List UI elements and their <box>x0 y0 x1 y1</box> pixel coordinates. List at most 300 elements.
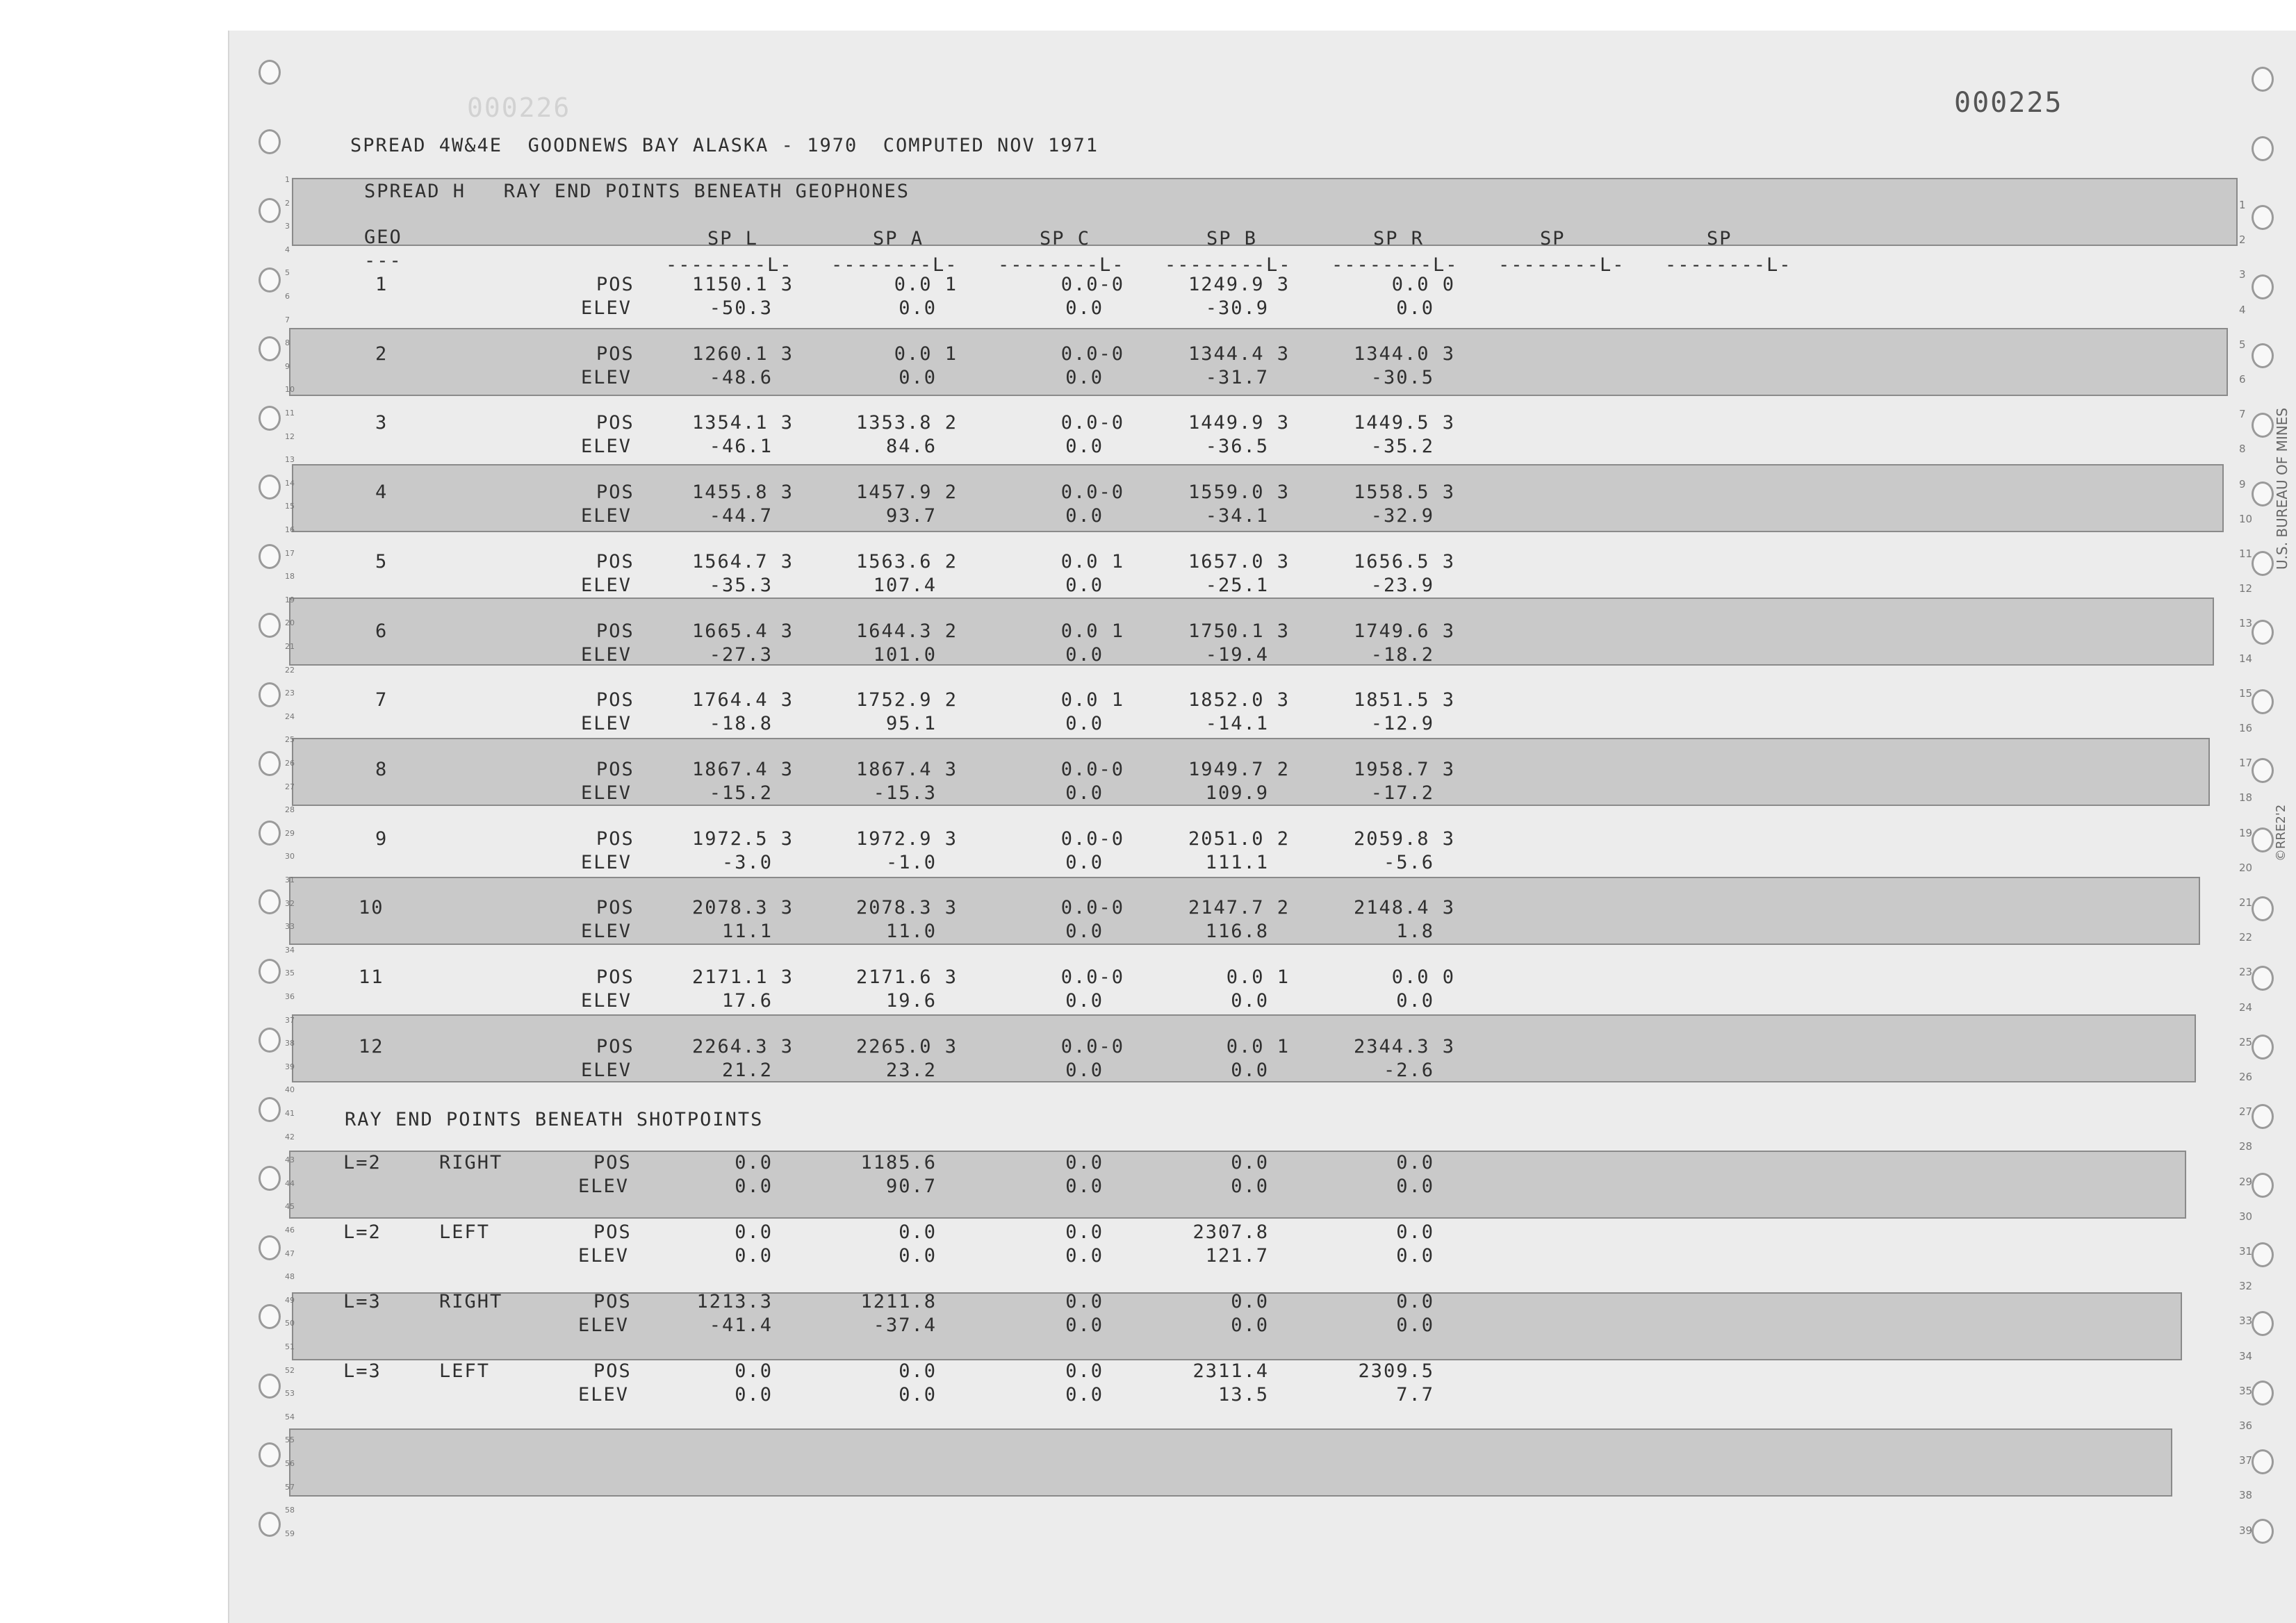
elev-value: 0.0 <box>899 1245 937 1267</box>
feed-hole <box>2252 67 2274 92</box>
line-number: 49 <box>285 1295 295 1305</box>
column-dash: --------L- <box>666 254 793 276</box>
line-number: 9 <box>285 361 290 371</box>
pos-value: 1260.1 3 <box>691 343 794 365</box>
pos-value: 1249.9 3 <box>1188 274 1290 295</box>
margin-number: 7 <box>2239 408 2246 421</box>
feed-hole <box>259 821 281 846</box>
pos-value: 1752.9 2 <box>855 689 958 711</box>
margin-number: 15 <box>2239 686 2253 700</box>
column-dash: --------L- <box>1498 254 1625 276</box>
pos-value: 2171.1 3 <box>691 966 794 988</box>
margin-number: 10 <box>2239 512 2253 525</box>
column-header: SP A <box>873 228 924 249</box>
line-number: 28 <box>285 805 295 815</box>
pos-value: 0.0-0 <box>1060 966 1124 988</box>
pos-value: 0.0-0 <box>1060 481 1124 504</box>
elev-value: -12.9 <box>1370 713 1434 735</box>
pos-value: 1958.7 3 <box>1353 758 1455 780</box>
elev-value: 0.0 <box>1396 1245 1434 1267</box>
elev-value: 107.4 <box>873 574 937 596</box>
feed-hole <box>259 613 281 638</box>
elev-value: 7.7 <box>1396 1384 1434 1406</box>
feed-hole <box>259 1166 281 1191</box>
elev-value: 0.0 <box>1231 1059 1269 1081</box>
pos-label: POS <box>596 550 634 572</box>
margin-number: 14 <box>2239 652 2253 665</box>
pos-label: POS <box>593 1291 632 1312</box>
elev-value: 0.0 <box>899 297 937 319</box>
column-header: SP R <box>1373 228 1425 249</box>
elev-value: -5.6 <box>1383 851 1434 873</box>
elev-label: ELEV <box>578 1384 630 1406</box>
elev-label: ELEV <box>581 782 632 804</box>
line-number: 43 <box>285 1155 295 1165</box>
elev-value: 0.0 <box>1231 990 1269 1012</box>
pos-value: 1750.1 3 <box>1188 620 1290 642</box>
column-dash: --------L- <box>1665 254 1792 276</box>
pos-value: 1353.8 2 <box>855 412 958 434</box>
margin-number: 16 <box>2239 722 2253 734</box>
elev-value: 11.0 <box>885 921 937 943</box>
elev-value: 11.1 <box>721 921 773 943</box>
feed-hole <box>2252 1381 2274 1406</box>
elev-value: -48.6 <box>709 366 773 388</box>
elev-value: 0.0 <box>1231 1176 1269 1197</box>
line-number: 30 <box>285 852 295 862</box>
pos-label: POS <box>593 1221 632 1243</box>
margin-number: 31 <box>2239 1245 2253 1258</box>
pos-value: 0.0 <box>1065 1360 1104 1382</box>
margin-number: 30 <box>2239 1210 2253 1223</box>
shotpoint-title: RAY END POINTS BENEATH SHOTPOINTS <box>345 1109 764 1130</box>
margin-number: 5 <box>2239 338 2246 351</box>
elev-value: 0.0 <box>735 1384 773 1406</box>
pos-value: 1867.4 3 <box>691 758 794 780</box>
elev-value: -44.7 <box>709 505 773 527</box>
feed-hole <box>2252 689 2274 714</box>
margin-number: 33 <box>2239 1315 2253 1328</box>
elev-value: 121.7 <box>1205 1245 1269 1267</box>
pos-value: 0.0 <box>899 1221 937 1243</box>
geophone-number: 4 <box>375 481 388 504</box>
pos-value: 0.0 <box>1231 1152 1269 1173</box>
pos-value: 2344.3 3 <box>1353 1035 1455 1057</box>
elev-value: 0.0 <box>1396 1315 1434 1336</box>
pos-label: POS <box>596 412 634 434</box>
feed-hole <box>259 1028 281 1053</box>
elev-value: 0.0 <box>1065 851 1104 873</box>
line-number: 44 <box>285 1178 295 1188</box>
elev-value: 0.0 <box>899 366 937 388</box>
column-header: SP L <box>707 228 759 249</box>
elev-label: ELEV <box>581 297 632 319</box>
line-number: 58 <box>285 1506 295 1515</box>
pos-value: 0.0 1 <box>894 274 958 295</box>
line-number: 3 <box>285 222 290 231</box>
line-number: 26 <box>285 759 295 768</box>
pos-value: 1657.0 3 <box>1188 550 1290 572</box>
margin-number: 39 <box>2239 1524 2253 1537</box>
feed-hole <box>259 129 281 154</box>
pos-value: 1665.4 3 <box>691 620 794 642</box>
column-header: SP <box>1540 228 1566 249</box>
elev-value: -37.4 <box>873 1315 937 1336</box>
feed-hole <box>2252 966 2274 991</box>
feed-hole <box>259 267 281 293</box>
margin-number: 21 <box>2239 896 2253 909</box>
geophone-number: 7 <box>375 689 388 711</box>
geophone-number: 3 <box>375 412 388 434</box>
pos-value: 2265.0 3 <box>855 1035 958 1057</box>
pos-value: 1213.3 <box>696 1291 773 1312</box>
line-number: 12 <box>285 431 295 441</box>
pos-value: 0.0-0 <box>1060 412 1124 434</box>
line-number: 20 <box>285 618 295 628</box>
column-dash: --------L- <box>1331 254 1459 276</box>
feed-hole <box>259 889 281 914</box>
pos-value: 2078.3 3 <box>855 897 958 919</box>
shotpoint-l: L=2 <box>343 1221 382 1243</box>
feed-hole <box>259 1512 281 1537</box>
pos-value: 1852.0 3 <box>1188 689 1290 711</box>
elev-value: 101.0 <box>873 643 937 666</box>
pos-value: 1851.5 3 <box>1353 689 1455 711</box>
shotpoint-side: LEFT <box>439 1221 491 1243</box>
line-number: 25 <box>285 735 295 745</box>
elev-value: 116.8 <box>1205 921 1269 943</box>
elev-value: -32.9 <box>1370 505 1434 527</box>
elev-value: 0.0 <box>1396 990 1434 1012</box>
elev-value: 0.0 <box>1065 1315 1104 1336</box>
geophone-number: 1 <box>375 274 388 295</box>
column-header: SP C <box>1040 228 1091 249</box>
pos-value: 0.0 <box>1396 1221 1434 1243</box>
line-number: 27 <box>285 782 295 791</box>
feed-hole <box>259 336 281 361</box>
line-number: 2 <box>285 198 290 208</box>
margin-number: 9 <box>2239 477 2246 491</box>
elev-value: 23.2 <box>885 1059 937 1081</box>
elev-value: 0.0 <box>1065 782 1104 804</box>
elev-value: -15.2 <box>709 782 773 804</box>
margin-number: 19 <box>2239 826 2253 839</box>
pos-value: 0.0 <box>1065 1152 1104 1173</box>
elev-value: 0.0 <box>1065 1384 1104 1406</box>
elev-value: -35.2 <box>1370 436 1434 458</box>
pos-value: 0.0 <box>899 1360 937 1382</box>
elev-value: -31.7 <box>1205 366 1269 388</box>
pos-value: 1972.9 3 <box>855 827 958 850</box>
elev-label: ELEV <box>581 851 632 873</box>
elev-value: 0.0 <box>1065 921 1104 943</box>
elev-value: 19.6 <box>885 990 937 1012</box>
line-number: 19 <box>285 595 295 604</box>
margin-number: 27 <box>2239 1105 2253 1119</box>
line-number: 41 <box>285 1109 295 1118</box>
elev-value: -36.5 <box>1205 436 1269 458</box>
feed-hole <box>2252 136 2274 161</box>
elev-value: -15.3 <box>873 782 937 804</box>
feed-hole <box>259 198 281 223</box>
elev-value: -41.4 <box>709 1315 773 1336</box>
pos-value: 1559.0 3 <box>1188 481 1290 504</box>
pos-value: 0.0 0 <box>1391 274 1455 295</box>
feed-hole <box>259 406 281 431</box>
pos-label: POS <box>596 689 634 711</box>
elev-label: ELEV <box>581 921 632 943</box>
elev-value: -2.6 <box>1383 1059 1434 1081</box>
column-header: SP <box>1707 228 1732 249</box>
elev-value: 0.0 <box>735 1176 773 1197</box>
line-number: 1 <box>285 175 290 184</box>
elev-value: 0.0 <box>735 1245 773 1267</box>
shotpoint-side: LEFT <box>439 1360 491 1382</box>
margin-number: 13 <box>2239 617 2253 630</box>
line-number: 23 <box>285 689 295 698</box>
pos-label: POS <box>596 274 634 295</box>
feed-hole <box>2252 1311 2274 1336</box>
feed-hole <box>259 544 281 569</box>
pos-label: POS <box>596 1035 634 1057</box>
report-title: SPREAD 4W&4E GOODNEWS BAY ALASKA - 1970 COMPUTED NOV 1971 <box>350 135 1099 156</box>
pos-label: POS <box>596 481 634 504</box>
pos-value: 1656.5 3 <box>1353 550 1455 572</box>
line-number: 11 <box>285 409 295 418</box>
geophone-number: 6 <box>375 620 388 642</box>
shotpoint-side: RIGHT <box>439 1152 503 1173</box>
feed-hole <box>2252 1104 2274 1129</box>
line-number: 24 <box>285 711 295 721</box>
elev-value: 0.0 <box>1065 713 1104 735</box>
elev-value: 0.0 <box>1065 505 1104 527</box>
line-number: 59 <box>285 1529 295 1538</box>
elev-label: ELEV <box>581 1059 632 1081</box>
geophone-number: 12 <box>359 1035 384 1057</box>
feed-hole <box>2252 1519 2274 1544</box>
pos-value: 2148.4 3 <box>1353 897 1455 919</box>
feed-hole <box>259 959 281 984</box>
feed-hole <box>259 1097 281 1122</box>
shaded-band <box>289 1428 2172 1497</box>
pos-value: 1564.7 3 <box>691 550 794 572</box>
margin-number: 24 <box>2239 1000 2253 1014</box>
elev-value: 0.0 <box>1065 574 1104 596</box>
feed-hole <box>2252 274 2274 299</box>
feed-hole <box>259 475 281 500</box>
margin-number: 23 <box>2239 966 2253 979</box>
pos-value: 2171.6 3 <box>855 966 958 988</box>
line-number: 7 <box>285 315 290 324</box>
geo-header: GEO <box>364 226 402 248</box>
column-dash: --------L- <box>831 254 958 276</box>
geophone-number: 10 <box>359 897 384 919</box>
feed-hole <box>2252 551 2274 576</box>
elev-value: -46.1 <box>709 436 773 458</box>
elev-value: 0.0 <box>1396 1176 1434 1197</box>
line-number: 4 <box>285 245 290 254</box>
margin-number: 32 <box>2239 1280 2253 1293</box>
feed-hole <box>259 1374 281 1399</box>
feed-hole <box>259 1304 281 1329</box>
pos-value: 0.0-0 <box>1060 1035 1124 1057</box>
pos-value: 1449.5 3 <box>1353 412 1455 434</box>
line-number: 42 <box>285 1132 295 1142</box>
pos-value: 0.0 <box>1396 1291 1434 1312</box>
margin-label: U.S. BUREAU OF MINES <box>2274 407 2290 570</box>
line-number: 14 <box>285 478 295 488</box>
margin-number: 37 <box>2239 1454 2253 1467</box>
pos-value: 1867.4 3 <box>855 758 958 780</box>
pos-label: POS <box>596 758 634 780</box>
geophone-number: 9 <box>375 827 388 850</box>
pos-label: POS <box>596 343 634 365</box>
pos-value: 0.0-0 <box>1060 343 1124 365</box>
document-number: 000225 <box>1954 87 2063 119</box>
margin-number: 12 <box>2239 582 2253 595</box>
elev-label: ELEV <box>578 1315 630 1336</box>
document-number-faint: 000226 <box>467 92 571 123</box>
pos-value: 0.0 1 <box>1060 689 1124 711</box>
pos-value: 0.0 <box>735 1221 773 1243</box>
pos-value: 1644.3 2 <box>855 620 958 642</box>
pos-value: 1972.5 3 <box>691 827 794 850</box>
pos-value: 0.0 1 <box>1226 966 1290 988</box>
line-number: 29 <box>285 828 295 838</box>
line-number: 38 <box>285 1039 295 1048</box>
feed-hole <box>2252 1173 2274 1198</box>
shotpoint-l: L=3 <box>343 1360 382 1382</box>
feed-hole <box>2252 620 2274 645</box>
shotpoint-l: L=3 <box>343 1291 382 1312</box>
line-number: 51 <box>285 1342 295 1351</box>
pos-value: 2147.7 2 <box>1188 897 1290 919</box>
margin-number: 28 <box>2239 1140 2253 1153</box>
elev-label: ELEV <box>581 436 632 458</box>
elev-value: 17.6 <box>721 990 773 1012</box>
elev-value: -19.4 <box>1205 643 1269 666</box>
elev-value: 0.0 <box>1065 1245 1104 1267</box>
feed-hole <box>259 682 281 707</box>
pos-value: 2059.8 3 <box>1353 827 1455 850</box>
feed-hole <box>2252 205 2274 230</box>
pos-value: 0.0 <box>1065 1291 1104 1312</box>
line-number: 57 <box>285 1482 295 1492</box>
elev-label: ELEV <box>581 574 632 596</box>
margin-number: 6 <box>2239 373 2246 386</box>
pos-label: POS <box>596 966 634 988</box>
line-number: 6 <box>285 292 290 301</box>
margin-number: 1 <box>2239 199 2246 211</box>
line-number: 17 <box>285 548 295 558</box>
elev-value: 109.9 <box>1205 782 1269 804</box>
feed-hole <box>2252 896 2274 921</box>
pos-value: 1949.7 2 <box>1188 758 1290 780</box>
elev-value: -30.5 <box>1370 366 1434 388</box>
line-number: 8 <box>285 338 290 348</box>
pos-value: 0.0 1 <box>1060 620 1124 642</box>
line-number: 33 <box>285 922 295 932</box>
elev-value: -1.0 <box>885 851 937 873</box>
elev-value: 1.8 <box>1396 921 1434 943</box>
pos-label: POS <box>596 897 634 919</box>
margin-label-2: ©RRE2'2 <box>2274 804 2288 862</box>
line-number: 16 <box>285 525 295 534</box>
line-number: 54 <box>285 1412 295 1422</box>
feed-hole <box>2252 343 2274 368</box>
elev-label: ELEV <box>578 1176 630 1197</box>
pos-label: POS <box>596 827 634 850</box>
pos-value: 1354.1 3 <box>691 412 794 434</box>
line-number: 10 <box>285 385 295 395</box>
line-number: 39 <box>285 1062 295 1071</box>
elev-value: 0.0 <box>1065 366 1104 388</box>
pos-value: 1558.5 3 <box>1353 481 1455 504</box>
feed-hole <box>259 1442 281 1467</box>
margin-number: 8 <box>2239 443 2246 456</box>
pos-value: 1764.4 3 <box>691 689 794 711</box>
elev-value: -23.9 <box>1370 574 1434 596</box>
line-number: 5 <box>285 268 290 278</box>
pos-value: 2311.4 <box>1192 1360 1269 1382</box>
line-number: 31 <box>285 875 295 884</box>
elev-value: 0.0 <box>1231 1315 1269 1336</box>
margin-number: 25 <box>2239 1035 2253 1048</box>
pos-value: 2309.5 <box>1358 1360 1434 1382</box>
pos-value: 2307.8 <box>1192 1221 1269 1243</box>
pos-value: 2078.3 3 <box>691 897 794 919</box>
margin-number: 11 <box>2239 547 2253 560</box>
elev-label: ELEV <box>581 990 632 1012</box>
pos-value: 2264.3 3 <box>691 1035 794 1057</box>
pos-value: 0.0 <box>1065 1221 1104 1243</box>
line-number: 36 <box>285 992 295 1001</box>
pos-value: 0.0-0 <box>1060 274 1124 295</box>
elev-value: 0.0 <box>1065 436 1104 458</box>
line-number: 34 <box>285 945 295 955</box>
pos-value: 0.0 1 <box>1226 1035 1290 1057</box>
margin-number: 18 <box>2239 791 2253 805</box>
margin-number: 35 <box>2239 1384 2253 1397</box>
pos-value: 0.0 <box>735 1360 773 1382</box>
elev-value: 0.0 <box>1065 643 1104 666</box>
pos-value: 1563.6 2 <box>855 550 958 572</box>
elev-value: 21.2 <box>721 1059 773 1081</box>
elev-value: -30.9 <box>1205 297 1269 319</box>
elev-label: ELEV <box>578 1245 630 1267</box>
elev-value: -18.8 <box>709 713 773 735</box>
elev-value: 13.5 <box>1217 1384 1269 1406</box>
margin-number: 17 <box>2239 757 2253 770</box>
line-number: 50 <box>285 1319 295 1328</box>
pos-value: 0.0 <box>735 1152 773 1173</box>
line-number: 32 <box>285 898 295 908</box>
pos-value: 1457.9 2 <box>855 481 958 504</box>
line-number: 46 <box>285 1226 295 1235</box>
elev-value: 0.0 <box>1065 297 1104 319</box>
shotpoint-l: L=2 <box>343 1152 382 1173</box>
column-dash: --------L- <box>1165 254 1292 276</box>
feed-hole <box>259 60 281 85</box>
pos-label: POS <box>593 1360 632 1382</box>
feed-hole <box>2252 413 2274 438</box>
margin-number: 34 <box>2239 1349 2253 1362</box>
pos-label: POS <box>593 1152 632 1173</box>
line-number: 37 <box>285 1015 295 1025</box>
pos-value: 1344.0 3 <box>1353 343 1455 365</box>
pos-value: 2051.0 2 <box>1188 827 1290 850</box>
elev-label: ELEV <box>581 713 632 735</box>
